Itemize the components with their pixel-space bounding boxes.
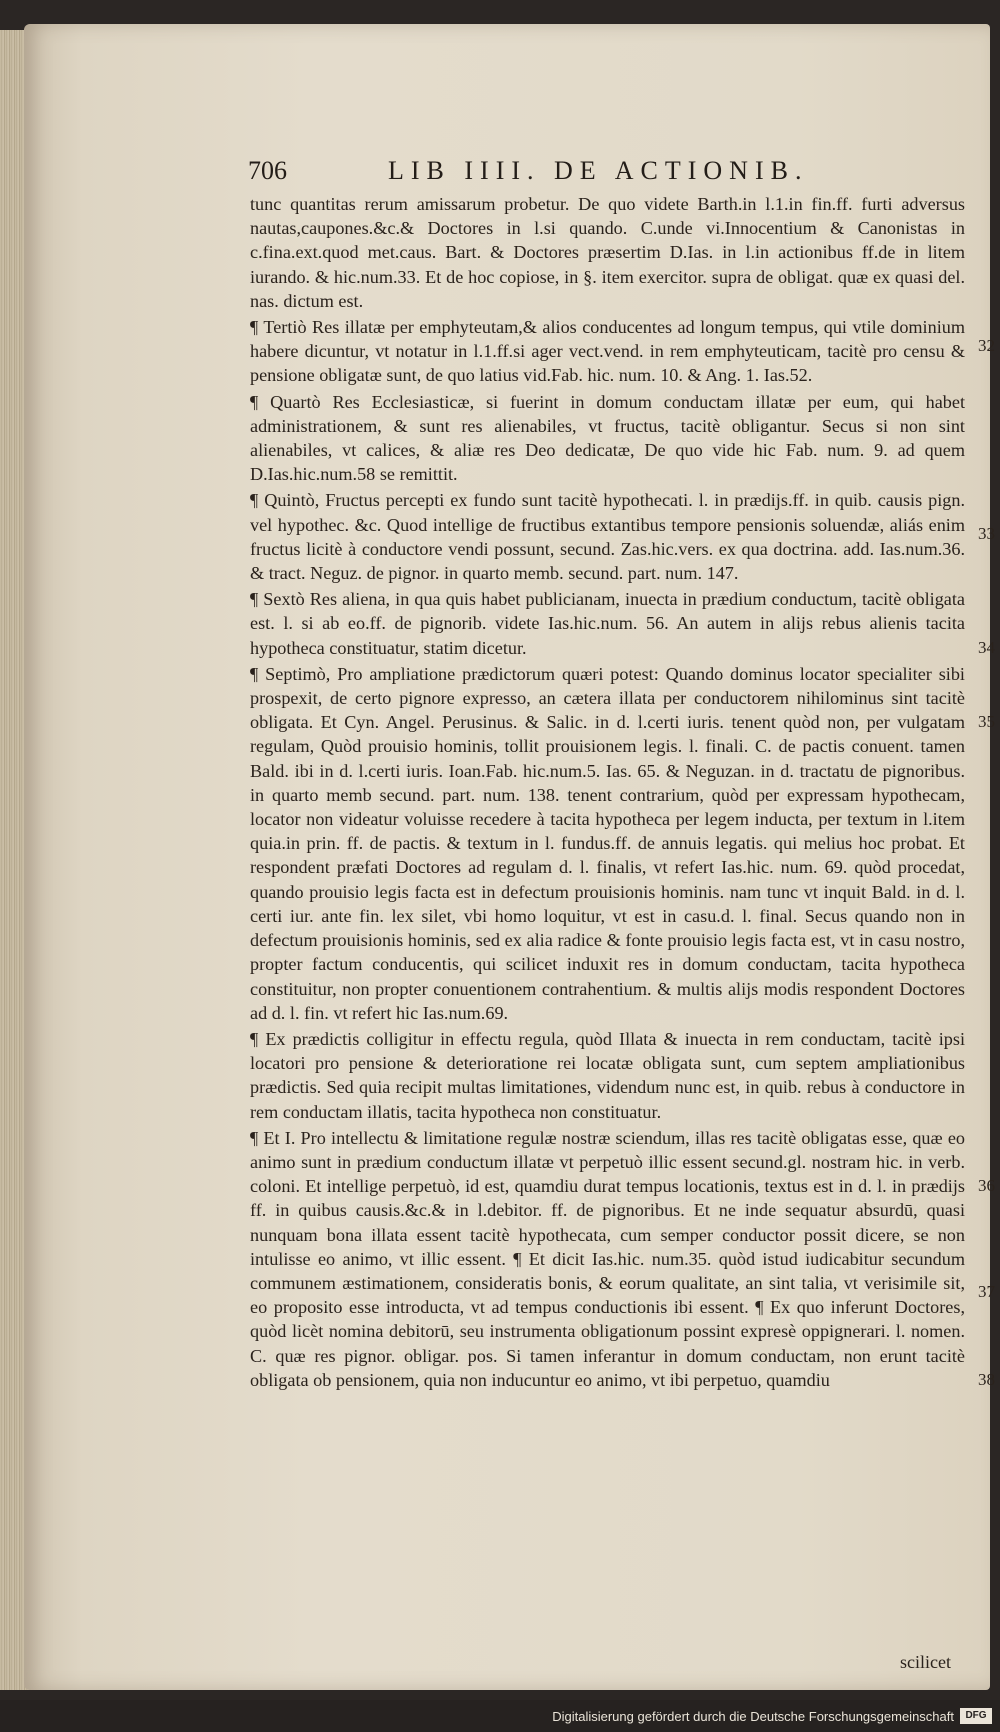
paragraph: tunc quantitas rerum amissarum probetur. De quo videte Barth.in l.1.in fin.ff. furti adversus nautas,caupones.&c.& Doctores in l.si quando. C.unde vi.Innocentium & Canonistas in c.fina.ext.quod met.caus. Bart. & Doctores præsertim D.Ias. in l.in actionibus ff.de in litem iurando. & hic.num.33. Et de hoc copiose, in §. item exercitor. supra de obligat. quæ ex quasi del. nas. dictum est. bbox=[250, 194, 965, 311]
margin-number: 34 bbox=[978, 638, 995, 657]
dfg-logo-icon: DFG bbox=[960, 1708, 992, 1724]
paragraph: ¶ Sextò Res aliena, in qua quis habet publicianam, inuecta in prædium conductum, tacitè obligata est. l. si ab eo.ff. de pignorib. videte Ias.hic.num. 56. An autem in alijs rebus alienis tacita hypotheca constituatur, statim dicetur. bbox=[250, 589, 965, 658]
paragraph: ¶ Et I. Pro intellectu & limitatione regulæ nostræ sciendum, illas res tacitè obligatas esse, quæ eo animo sunt in prædium conductum illatæ vt perpetuò illic essent secund.gl. nostram hic. in verb. coloni. Et intellige perpetuò, id est, quamdiu durat tempus locationis, textus est in d. l. in prædijs ff. in quibus causis.&c.& in l.debitor. ff. de pignoribus. Et ne inde sequatur absurdū, quasi nunquam bona illata essent tacitè hypothecata, cum semper conductor possit dicere, se non intulisse eo animo, vt illic essent. ¶ Et dicit Ias.hic. num.35. quòd istud iudicabitur secundum communem æstimationem, consideratis bonis, & eorum qualitate, an sint talia, vt verisimile sit, eo proposito esse introducta, vt ad tempus conductionis ibi essent. ¶ Ex quo inferunt Doctores, quòd licèt nomina debitorū, seu instrumenta obligationum possint expresè oppignerari. l. nomen. C. quæ res pignor. obligar. pos. Si tamen inferantur in domum conductam, non erunt tacitè obligata ob pensionem, quia non inducuntur eo animo, vt ibi perpetuo, quamdiu bbox=[250, 1127, 965, 1390]
margin-number: 32 bbox=[978, 336, 995, 355]
margin-number: 37 bbox=[978, 1282, 995, 1301]
paragraph: ¶ Ex prædictis colligitur in effectu regula, quòd Illata & inuecta in rem conductam, tacitè ipsi locatori pro pensione & deterioratione rei locatæ obligata sunt, cum septem ampliationibus prædictis. Sed quia recipit multas limitationes, videndum nunc est, in quib. rebus à conductore in rem conductam illatis, tacita hypotheca non constituatur. bbox=[250, 1028, 965, 1122]
folio-number: 706 bbox=[248, 156, 287, 185]
paragraph: ¶ Tertiò Res illatæ per emphyteutam,& alios conducentes ad longum tempus, qui vtile dominium habere dicuntur, vt notatur in l.1.ff.si ager vect.vend. in rem emphyteuticam, tacitè pro censu & pensione obligatæ sunt, de quo latius vid.Fab. hic. num. 10. & Ang. 1. Ias.52. bbox=[250, 317, 965, 386]
main-text bbox=[250, 192, 965, 1394]
margin-number: 36 bbox=[978, 1176, 995, 1195]
running-title: LIB IIII. DE ACTIONIB. bbox=[388, 156, 809, 185]
funding-notice: Digitalisierung gefördert durch die Deutsche Forschungsgemeinschaft bbox=[552, 1709, 954, 1724]
margin-number: 33 bbox=[978, 524, 995, 543]
margin-number: 38 bbox=[978, 1370, 995, 1389]
paragraph: ¶ Quartò Res Ecclesiasticæ, si fuerint in domum conductam illatæ per eum, qui habet administrationem, & sunt res alienabiles, vt fructus, tacitè obligantur. Secus si non sint alienabiles, vt calices, & aliæ res Deo dedicatæ, De quo vide hic Fab. num. 9. ad quem D.Ias.hic.num.58 se remittit. bbox=[250, 391, 965, 485]
margin-number: 35 bbox=[978, 712, 995, 731]
footer-bar bbox=[0, 1700, 1000, 1732]
catchword: scilicet bbox=[900, 1652, 951, 1672]
page-header bbox=[248, 156, 928, 186]
paragraph: ¶ Quintò, Fructus percepti ex fundo sunt tacitè hypothecati. l. in prædijs.ff. in quib. causis pign. vel hypothec. &c. Quod intellige de fructibus extantibus tempore pensionis soluendæ, aliás enim fructus licitè à conductore vendi possunt, secund. Zas.hic.vers. ex qua doctrina. add. Ias.num.36. & tract. Neguz. de pignor. in quarto memb. secund. part. num. 147. bbox=[250, 490, 965, 584]
paragraph: ¶ Septimò, Pro ampliatione prædictorum quæri potest: Quando dominus locator specialiter sibi prospexit, de certo pignore expresso, an cætera illata per conductorem nihilominus sint tacitè obligata. Et Cyn. Angel. Perusinus. & Salic. in d. l.certi iuris. tenent quòd non, per vulgatam regulam, Quòd prouisio hominis, tollit prouisionem legis. l. finali. C. de pactis conuent. tamen Bald. ibi in d. l.certi iuris. Ioan.Fab. hic.num.5. Ias. 65. & Neguzan. in d. tractatu de pignoribus. in quarto memb secund. part. num. 138. tenent contrarium, quòd per expressam hypothecam, locator non videatur voluisse recedere à tacita hypotheca per legem inducta, per textum in l.item quia.in prin. ff. de pactis. & textum in l. fundus.ff. de annuis legatis. qui melius hoc probat. Et respondent præfati Doctores ad regulam d. l. finalis, vt refert Ias.hic. num. 69. quòd procedat, quando prouisio legis facta est in defectum prouisionis hominis. nam tunc vt inquit Bald. in d. l. certi iur. ante fin. lex silet, vbi homo loquitur, vt est in casu.d. l. final. Secus quando non in defectum prouisionis hominis, sed ex alia radice & fonte prouisio legis facta est, vt in casu nostro, propter factum conducentis, qui scilicet induxit res in domum conductam, tacita hypotheca constituitur, non propter conuentionem contrahentium. & multis alijs modis respondent Doctores ad d. l. fin. vt refert hic Ias.num.69. bbox=[250, 663, 965, 1023]
